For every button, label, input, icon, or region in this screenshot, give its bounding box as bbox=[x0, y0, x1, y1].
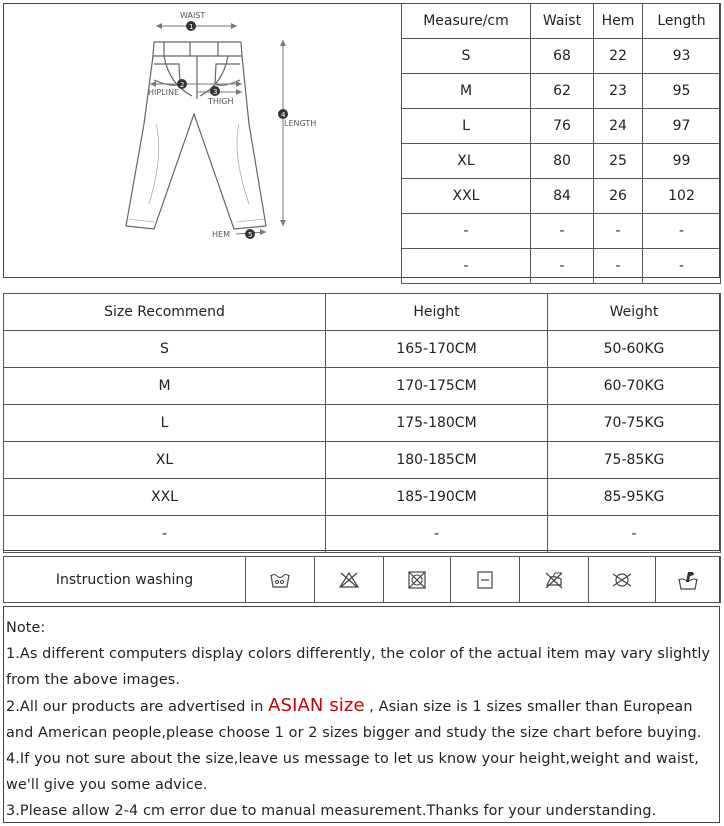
table-cell: 23 bbox=[594, 74, 643, 109]
header-measure: Measure/cm bbox=[402, 4, 531, 39]
washing-table bbox=[3, 556, 721, 603]
table-cell: 185-190CM bbox=[326, 479, 548, 516]
note-4a: 4.If you not sure about the size,leave us message to let us know your height,weight and waist, bbox=[6, 751, 699, 767]
table-row bbox=[4, 479, 721, 516]
note-4b: we'll give you some advice. bbox=[6, 777, 208, 793]
table-row bbox=[4, 405, 721, 442]
svg-text:2: 2 bbox=[180, 81, 185, 89]
wash-icon-cell bbox=[246, 557, 315, 603]
header-hem: Hem bbox=[594, 4, 643, 39]
table-cell: 62 bbox=[531, 74, 594, 109]
table-cell: 175-180CM bbox=[326, 405, 548, 442]
table-row bbox=[402, 214, 721, 249]
table-row bbox=[4, 368, 721, 405]
table-cell: - bbox=[643, 249, 721, 284]
no-tumble-dry-icon bbox=[406, 570, 428, 590]
table-row bbox=[402, 179, 721, 214]
table-cell: - bbox=[594, 249, 643, 284]
table-row bbox=[402, 74, 721, 109]
wash-icon-cell bbox=[589, 557, 656, 603]
table-cell: 102 bbox=[643, 179, 721, 214]
asian-size-highlight: ASIAN size bbox=[268, 695, 365, 716]
table-cell: - bbox=[643, 214, 721, 249]
iron-low-icon bbox=[543, 570, 565, 590]
table-cell: - bbox=[594, 214, 643, 249]
wash-icon-cell bbox=[656, 557, 721, 603]
hipline-label: HIPLINE bbox=[148, 88, 180, 97]
table-cell: 26 bbox=[594, 179, 643, 214]
size-recommend-section bbox=[3, 293, 720, 551]
table-cell: S bbox=[4, 331, 326, 368]
note-2-before: 2.All our products are advertised in bbox=[6, 699, 269, 715]
table-cell: - bbox=[402, 214, 531, 249]
table-cell: 60-70KG bbox=[548, 368, 721, 405]
table-cell: - bbox=[548, 516, 721, 553]
table-cell: 99 bbox=[643, 144, 721, 179]
svg-text:4: 4 bbox=[281, 111, 286, 119]
table-cell: M bbox=[402, 74, 531, 109]
table-header-row bbox=[402, 4, 721, 39]
hem-label: HEM bbox=[212, 230, 230, 239]
table-cell: - bbox=[531, 214, 594, 249]
header-length: Length bbox=[643, 4, 721, 39]
header-size-recommend: Size Recommend bbox=[4, 294, 326, 331]
washing-section bbox=[3, 556, 720, 603]
wash-icon-cell bbox=[384, 557, 451, 603]
table-cell: L bbox=[402, 109, 531, 144]
table-cell: 25 bbox=[594, 144, 643, 179]
table-cell: XXL bbox=[4, 479, 326, 516]
no-bleach-icon bbox=[338, 570, 360, 590]
table-row bbox=[4, 442, 721, 479]
note-3: 3.Please allow 2-4 cm error due to manual measurement.Thanks for your understanding. bbox=[6, 803, 657, 819]
table-cell: 50-60KG bbox=[548, 331, 721, 368]
note-1: 1.As different computers display colors differently, the color of the actual item may vary slightly from the above images. bbox=[6, 646, 711, 688]
svg-text:5: 5 bbox=[248, 231, 253, 239]
table-row bbox=[402, 39, 721, 74]
table-row bbox=[4, 516, 721, 553]
header-height: Height bbox=[326, 294, 548, 331]
table-cell: 75-85KG bbox=[548, 442, 721, 479]
wash-icon-cell bbox=[451, 557, 520, 603]
table-cell: 24 bbox=[594, 109, 643, 144]
table-cell: 76 bbox=[531, 109, 594, 144]
pants-illustration bbox=[4, 4, 401, 277]
table-cell: 22 bbox=[594, 39, 643, 74]
table-cell: - bbox=[402, 249, 531, 284]
note-2-after: , Asian size is 1 sizes smaller than European and American people,please choose 1 or 2 sizes bigger and study the size chart before buying. bbox=[6, 699, 702, 741]
table-cell: XXL bbox=[402, 179, 531, 214]
hand-wash-hand-icon bbox=[677, 570, 699, 590]
table-cell: M bbox=[4, 368, 326, 405]
notes-heading: Note: bbox=[6, 620, 46, 636]
table-cell: 95 bbox=[643, 74, 721, 109]
measurement-table bbox=[401, 3, 721, 284]
table-cell: 180-185CM bbox=[326, 442, 548, 479]
table-cell: 93 bbox=[643, 39, 721, 74]
table-row bbox=[402, 249, 721, 284]
notes-section bbox=[3, 606, 720, 823]
table-cell: 97 bbox=[643, 109, 721, 144]
table-cell: L bbox=[4, 405, 326, 442]
waist-label: WAIST bbox=[180, 11, 206, 20]
svg-text:3: 3 bbox=[213, 88, 218, 96]
table-row bbox=[402, 109, 721, 144]
table-cell: - bbox=[4, 516, 326, 553]
table-row bbox=[402, 144, 721, 179]
table-cell: 170-175CM bbox=[326, 368, 548, 405]
no-dry-clean-icon bbox=[611, 570, 633, 590]
notes-text bbox=[6, 615, 717, 824]
table-cell: 84 bbox=[531, 179, 594, 214]
size-recommend-table bbox=[3, 293, 721, 553]
svg-text:1: 1 bbox=[189, 23, 194, 31]
table-cell: 70-75KG bbox=[548, 405, 721, 442]
table-row bbox=[4, 331, 721, 368]
table-cell: 68 bbox=[531, 39, 594, 74]
thigh-label: THIGH bbox=[208, 97, 234, 106]
pants-diagram bbox=[4, 4, 401, 277]
line-dry-icon bbox=[474, 570, 496, 590]
washing-label: Instruction washing bbox=[4, 557, 246, 603]
table-cell: 80 bbox=[531, 144, 594, 179]
table-cell: - bbox=[531, 249, 594, 284]
hand-wash-icon bbox=[269, 570, 291, 590]
note-2 bbox=[6, 693, 717, 746]
table-header-row bbox=[4, 294, 721, 331]
table-cell: - bbox=[326, 516, 548, 553]
wash-icon-cell bbox=[315, 557, 384, 603]
table-cell: 165-170CM bbox=[326, 331, 548, 368]
table-cell: XL bbox=[402, 144, 531, 179]
washing-row bbox=[4, 557, 721, 603]
header-waist: Waist bbox=[531, 4, 594, 39]
header-weight: Weight bbox=[548, 294, 721, 331]
table-cell: 85-95KG bbox=[548, 479, 721, 516]
table-cell: XL bbox=[4, 442, 326, 479]
table-cell: S bbox=[402, 39, 531, 74]
length-label: LENGTH bbox=[284, 119, 317, 128]
wash-icon-cell bbox=[520, 557, 589, 603]
size-chart-section bbox=[3, 3, 720, 278]
